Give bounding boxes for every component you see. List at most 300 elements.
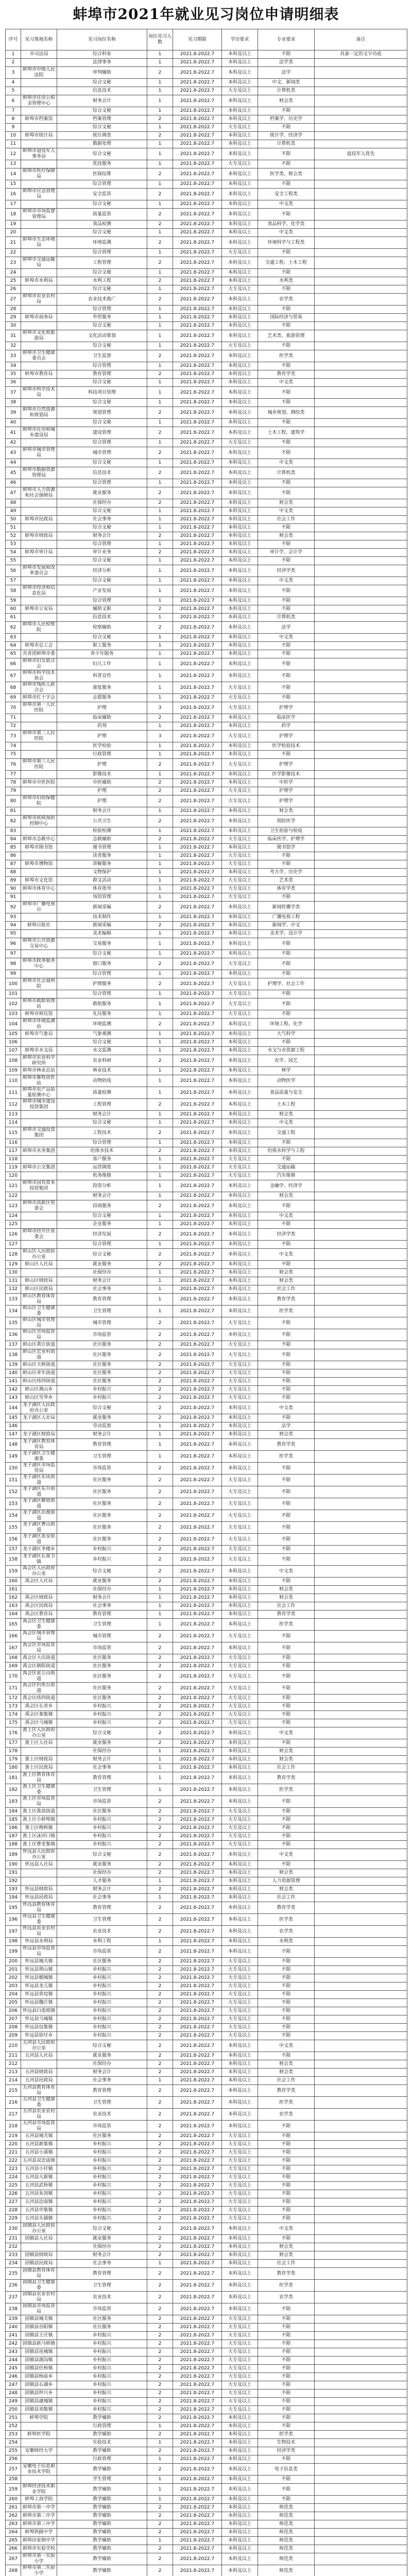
- cell-count: 1: [147, 1451, 173, 1463]
- cell-period: 2021.8-2022.7: [173, 2024, 222, 2032]
- cell-count: 2: [147, 1861, 173, 1869]
- table-row: [6, 2529, 407, 2537]
- cell-position: 社会事务: [57, 1285, 147, 1294]
- cell-period: 2021.8-2022.7: [173, 1772, 222, 1784]
- cell-note: [315, 237, 407, 249]
- cell-note: [315, 1099, 407, 1111]
- cell-count: 2: [147, 1414, 173, 1422]
- table-row: [6, 189, 407, 200]
- cell-period: 2021.8-2022.7: [173, 2235, 222, 2243]
- cell-major: 师范类: [258, 2529, 315, 2537]
- table-row: [6, 2132, 407, 2141]
- cell-note: [315, 1902, 407, 1914]
- cell-education: 本科及以上: [222, 722, 258, 731]
- cell-education: 大专及以上: [222, 2348, 258, 2357]
- cell-seq: 189: [6, 1849, 21, 1861]
- cell-position: 教学辅助: [57, 2504, 147, 2512]
- table-row: [6, 1748, 407, 1756]
- cell-major: 护理学、社会工作: [258, 978, 315, 990]
- cell-major: 不限: [258, 1261, 315, 1269]
- cell-period: 2021.8-2022.7: [173, 1378, 222, 1386]
- cell-note: [315, 95, 407, 107]
- cell-position: 医保结算: [57, 168, 147, 180]
- cell-major: 不限: [258, 1824, 315, 1833]
- cell-count: 2: [147, 2373, 173, 2381]
- table-row: [6, 1958, 407, 1966]
- cell-note: [315, 200, 407, 209]
- cell-education: 本科及以上: [222, 844, 258, 852]
- cell-period: 2021.8-2022.7: [173, 658, 222, 670]
- cell-note: [315, 998, 407, 1010]
- cell-count: 2: [147, 2447, 173, 2455]
- cell-seq: 190: [6, 1861, 21, 1869]
- cell-major: 统计学、经济学: [258, 132, 315, 140]
- cell-position: 讲解服务: [57, 860, 147, 869]
- cell-count: 1: [147, 229, 173, 237]
- cell-position: 护理: [57, 702, 147, 714]
- cell-base: 固镇县任桥镇: [21, 2365, 57, 2373]
- cell-position: 综合文秘: [57, 507, 147, 516]
- cell-seq: 197: [6, 1926, 21, 1938]
- cell-count: 1: [147, 322, 173, 330]
- cell-count: 2: [147, 1019, 173, 1030]
- cell-position: 社区服务: [57, 1654, 147, 1663]
- table-row: [6, 1285, 407, 1294]
- cell-major: 教育学类: [258, 1439, 315, 1451]
- cell-education: 本科及以上: [222, 2268, 258, 2280]
- cell-major: 安全工程类: [258, 189, 315, 200]
- cell-education: 大专及以上: [222, 877, 258, 885]
- cell-count: 1: [147, 2439, 173, 2447]
- cell-count: 2: [147, 168, 173, 180]
- cell-count: 2: [147, 1683, 173, 1694]
- cell-count: 1: [147, 95, 173, 107]
- cell-position: 教育管理: [57, 1611, 147, 1619]
- cell-seq: 200: [6, 1958, 21, 1966]
- cell-count: 2: [147, 447, 173, 459]
- cell-education: 本科及以上: [222, 827, 258, 836]
- cell-period: 2021.8-2022.7: [173, 922, 222, 930]
- cell-base: 固镇县石湖乡: [21, 2381, 57, 2389]
- cell-count: 2: [147, 2292, 173, 2303]
- table-row: [6, 1075, 407, 1087]
- cell-seq: 1: [6, 50, 21, 59]
- cell-base: [21, 2422, 57, 2431]
- cell-period: 2021.8-2022.7: [173, 622, 222, 634]
- cell-position: 安全监管: [57, 189, 147, 200]
- cell-count: 2: [147, 407, 173, 419]
- cell-seq: 57: [6, 577, 21, 585]
- cell-note: [315, 140, 407, 148]
- cell-note: [315, 1869, 407, 1877]
- cell-education: 本科及以上: [222, 1594, 258, 1602]
- cell-base: 怀远县荆山镇: [21, 1966, 57, 1974]
- cell-count: 1: [147, 459, 173, 467]
- table-row: [6, 557, 407, 565]
- cell-count: 2: [147, 1886, 173, 1894]
- cell-major: 不限: [258, 1711, 315, 1719]
- cell-base: [21, 399, 57, 407]
- cell-education: 本科及以上: [222, 1087, 258, 1099]
- cell-education: 大专及以上: [222, 2315, 258, 2324]
- cell-count: 1: [147, 50, 173, 59]
- cell-period: 2021.8-2022.7: [173, 1784, 222, 1796]
- cell-education: 本科及以上: [222, 459, 258, 467]
- cell-base: 禹会区张公山街道: [21, 1671, 57, 1683]
- cell-period: 2021.8-2022.7: [173, 1694, 222, 1703]
- cell-period: 2021.8-2022.7: [173, 229, 222, 237]
- cell-base: 淮上区市场监管局: [21, 1796, 57, 1808]
- cell-education: 本科及以上: [222, 1221, 258, 1229]
- cell-period: 2021.8-2022.7: [173, 1349, 222, 1361]
- table-row: [6, 1221, 407, 1229]
- table-row: [6, 1849, 407, 1861]
- cell-count: 2: [147, 1200, 173, 1212]
- cell-count: 2: [147, 2157, 173, 2165]
- cell-note: [315, 277, 407, 285]
- table-row: [6, 1212, 407, 1221]
- cell-base: 蚌山区财政局: [21, 1277, 57, 1285]
- cell-position: 财务会计: [57, 807, 147, 816]
- cell-seq: 209: [6, 2032, 21, 2040]
- cell-seq: 19: [6, 221, 21, 229]
- cell-education: 本科及以上: [222, 1111, 258, 1119]
- cell-education: 大专及以上: [222, 285, 258, 294]
- table-row: [6, 124, 407, 132]
- table-row: [6, 702, 407, 714]
- cell-base: 蚌埠市殡仪馆: [21, 1010, 57, 1019]
- cell-education: 本科及以上: [222, 1463, 258, 1475]
- table-row: [6, 439, 407, 447]
- cell-period: 2021.8-2022.7: [173, 285, 222, 294]
- cell-base: 固镇县人社局: [21, 2235, 57, 2243]
- table-row: [6, 2243, 407, 2251]
- cell-education: 大专及以上: [222, 2007, 258, 2015]
- cell-education: 本科及以上: [222, 2085, 258, 2097]
- cell-note: [315, 902, 407, 913]
- cell-education: 本科及以上: [222, 1902, 258, 1914]
- cell-seq: 239: [6, 2315, 21, 2324]
- cell-education: 本科及以上: [222, 1261, 258, 1269]
- cell-period: 2021.8-2022.7: [173, 1808, 222, 1816]
- cell-period: 2021.8-2022.7: [173, 1229, 222, 1241]
- cell-period: 2021.8-2022.7: [173, 722, 222, 731]
- cell-seq: 97: [6, 950, 21, 958]
- cell-education: 本科及以上: [222, 1241, 258, 1249]
- table-row: [6, 342, 407, 350]
- cell-position: 综合文秘: [57, 148, 147, 160]
- cell-period: 2021.8-2022.7: [173, 1019, 222, 1030]
- cell-position: 志愿服务: [57, 694, 147, 702]
- cell-position: 公共卫生: [57, 816, 147, 827]
- cell-major: 不限: [258, 419, 315, 427]
- cell-seq: 88: [6, 869, 21, 877]
- table-row: [6, 2215, 407, 2223]
- cell-major: 不限: [258, 2052, 315, 2060]
- cell-base: [21, 200, 57, 209]
- cell-position: 综合管理: [57, 439, 147, 447]
- cell-note: [315, 2553, 407, 2565]
- cell-education: 本科及以上: [222, 1306, 258, 1317]
- table-row: [6, 237, 407, 249]
- cell-position: 社会事务: [57, 516, 147, 524]
- cell-education: 本科及以上: [222, 970, 258, 978]
- cell-position: 财务会计: [57, 95, 147, 107]
- cell-note: [315, 1294, 407, 1306]
- cell-base: 固镇县新马桥镇: [21, 2340, 57, 2348]
- cell-base: 五河县城关镇: [21, 2132, 57, 2141]
- cell-seq: 187: [6, 1833, 21, 1841]
- cell-seq: 53: [6, 540, 21, 549]
- cell-period: 2021.8-2022.7: [173, 1414, 222, 1422]
- cell-count: 1: [147, 1748, 173, 1756]
- cell-base: [21, 2243, 57, 2251]
- cell-count: 1: [147, 742, 173, 751]
- cell-count: 1: [147, 970, 173, 978]
- table-row: [6, 2024, 407, 2032]
- cell-education: 大专及以上: [222, 1671, 258, 1683]
- table-row: [6, 140, 407, 148]
- cell-education: 大专及以上: [222, 1522, 258, 1534]
- table-row: [6, 1414, 407, 1422]
- table-row: [6, 1431, 407, 1439]
- cell-education: 本科及以上: [222, 779, 258, 787]
- cell-position: 综合管理: [57, 249, 147, 257]
- cell-seq: 93: [6, 913, 21, 922]
- cell-count: 2: [147, 2015, 173, 2024]
- cell-education: 本科及以上: [222, 614, 258, 622]
- cell-position: 检验检测: [57, 827, 147, 836]
- cell-seq: 10: [6, 132, 21, 140]
- cell-note: [315, 1586, 407, 1594]
- cell-position: 市场监管: [57, 1796, 147, 1808]
- cell-seq: 25: [6, 277, 21, 285]
- cell-count: 1: [147, 2422, 173, 2431]
- cell-major: 农学类: [258, 1926, 315, 1938]
- table-row: [6, 2121, 407, 2132]
- cell-note: [315, 2303, 407, 2315]
- cell-period: 2021.8-2022.7: [173, 836, 222, 844]
- cell-note: [315, 2069, 407, 2077]
- cell-base: 蚌山区雪华乡: [21, 1394, 57, 1402]
- cell-major: 不限: [258, 2357, 315, 2365]
- cell-note: [315, 1249, 407, 1261]
- cell-seq: 172: [6, 1694, 21, 1703]
- table-row: [6, 2149, 407, 2157]
- cell-major: 不限: [258, 1683, 315, 1694]
- cell-position: 乡村振兴: [57, 2007, 147, 2015]
- cell-seq: 178: [6, 1748, 21, 1756]
- cell-period: 2021.8-2022.7: [173, 1180, 222, 1192]
- cell-position: 就业服务: [57, 2235, 147, 2243]
- cell-count: 1: [147, 1067, 173, 1075]
- cell-count: 2: [147, 277, 173, 285]
- cell-period: 2021.8-2022.7: [173, 1816, 222, 1824]
- cell-count: 1: [147, 362, 173, 370]
- table-row: [6, 2109, 407, 2121]
- cell-note: [315, 115, 407, 124]
- cell-note: [315, 1341, 407, 1349]
- cell-count: 2: [147, 1841, 173, 1849]
- cell-education: 大专及以上: [222, 860, 258, 869]
- cell-period: 2021.8-2022.7: [173, 1586, 222, 1594]
- cell-seq: 198: [6, 1938, 21, 1946]
- cell-count: 1: [147, 885, 173, 893]
- table-row: [6, 516, 407, 524]
- cell-count: 2: [147, 787, 173, 795]
- cell-major: 不限: [258, 2157, 315, 2165]
- cell-count: 1: [147, 148, 173, 160]
- cell-major: 电子信息类: [258, 2464, 315, 2476]
- cell-education: 本科及以上: [222, 2553, 258, 2565]
- cell-seq: 95: [6, 930, 21, 938]
- cell-note: [315, 439, 407, 447]
- cell-major: 审计学、会计学: [258, 549, 315, 557]
- cell-major: 财会类: [258, 1869, 315, 1877]
- cell-base: 淮上区教育体育局: [21, 1772, 57, 1784]
- cell-seq: 160: [6, 1578, 21, 1586]
- cell-note: [315, 2198, 407, 2207]
- cell-position: 科技项目管理: [57, 387, 147, 399]
- cell-seq: 191: [6, 1869, 21, 1877]
- table-row: [6, 2007, 407, 2015]
- cell-base: [21, 893, 57, 902]
- cell-note: [315, 913, 407, 922]
- cell-base: 蚌埠市政务服务中心: [21, 958, 57, 970]
- cell-position: 护理服务: [57, 978, 147, 990]
- cell-base: 固镇县教育体育局: [21, 2268, 57, 2280]
- cell-major: 师范类: [258, 2520, 315, 2529]
- cell-position: 综合文秘: [57, 419, 147, 427]
- cell-count: 1: [147, 634, 173, 642]
- cell-base: 固镇县湖沟镇: [21, 2357, 57, 2365]
- cell-seq: 143: [6, 1394, 21, 1402]
- cell-seq: 52: [6, 532, 21, 540]
- cell-period: 2021.8-2022.7: [173, 1946, 222, 1958]
- cell-education: 本科及以上: [222, 2512, 258, 2520]
- cell-note: [315, 2174, 407, 2182]
- cell-base: 蚌山区青年街道: [21, 1369, 57, 1378]
- table-row: [6, 314, 407, 322]
- cell-seq: 34: [6, 362, 21, 370]
- cell-period: 2021.8-2022.7: [173, 1087, 222, 1099]
- table-row: [6, 1306, 407, 1317]
- table-row: [6, 1703, 407, 1711]
- cell-position: 数据处理: [57, 140, 147, 148]
- cell-seq: 185: [6, 1816, 21, 1824]
- cell-position: 卫生管理: [57, 2280, 147, 2292]
- cell-education: 本科及以上: [222, 2504, 258, 2512]
- cell-count: 1: [147, 1241, 173, 1249]
- cell-seq: 199: [6, 1946, 21, 1958]
- cell-major: 法学: [258, 622, 315, 634]
- cell-major: 不限: [258, 2015, 315, 2024]
- cell-position: 财务会计: [57, 1431, 147, 1439]
- cell-major: 不限: [258, 342, 315, 350]
- cell-period: 2021.8-2022.7: [173, 1982, 222, 1991]
- cell-position: 乡村振兴: [57, 2032, 147, 2040]
- cell-period: 2021.8-2022.7: [173, 1756, 222, 1764]
- cell-count: 2: [147, 2149, 173, 2157]
- cell-period: 2021.8-2022.7: [173, 2447, 222, 2455]
- cell-note: [315, 1739, 407, 1748]
- cell-note: [315, 1431, 407, 1439]
- cell-period: 2021.8-2022.7: [173, 221, 222, 229]
- cell-major: 不限: [258, 670, 315, 682]
- cell-note: [315, 2332, 407, 2340]
- cell-education: 本科及以上: [222, 516, 258, 524]
- cell-major: 不限: [258, 950, 315, 958]
- cell-period: 2021.8-2022.7: [173, 1663, 222, 1671]
- cell-education: 本科及以上: [222, 189, 258, 200]
- cell-major: 不限: [258, 650, 315, 658]
- cell-position: 文物保护: [57, 869, 147, 877]
- cell-period: 2021.8-2022.7: [173, 1534, 222, 1546]
- cell-base: 蚌埠市经开区管委会: [21, 1229, 57, 1241]
- table-row: [6, 1764, 407, 1772]
- cell-major: 社会工作: [258, 1894, 315, 1902]
- cell-base: [21, 285, 57, 294]
- cell-major: 体育学类: [258, 885, 315, 893]
- cell-seq: 99: [6, 970, 21, 978]
- cell-base: 蚌埠市数据资源管理局: [21, 467, 57, 479]
- cell-base: 蚌埠市博物馆: [21, 860, 57, 869]
- cell-major: 医学类、财会类: [258, 168, 315, 180]
- cell-base: 蚌埠市实验学校: [21, 2545, 57, 2553]
- cell-base: 五河县市场监管局: [21, 2121, 57, 2132]
- cell-seq: 176: [6, 1727, 21, 1739]
- table-row: [6, 1833, 407, 1841]
- cell-position: 财务会计: [57, 1192, 147, 1200]
- cell-seq: 65: [6, 650, 21, 658]
- cell-education: 大专及以上: [222, 1711, 258, 1719]
- cell-position: 辅助文职: [57, 605, 147, 614]
- cell-count: 3: [147, 731, 173, 742]
- cell-count: 2: [147, 1486, 173, 1498]
- cell-note: [315, 1147, 407, 1156]
- cell-period: 2021.8-2022.7: [173, 2381, 222, 2389]
- cell-note: [315, 2207, 407, 2215]
- cell-count: 2: [147, 2097, 173, 2109]
- cell-seq: 245: [6, 2365, 21, 2373]
- cell-count: 1: [147, 1938, 173, 1946]
- table-row: [6, 1261, 407, 1269]
- table-row: [6, 1671, 407, 1683]
- cell-count: 1: [147, 87, 173, 95]
- table-row: [6, 2565, 407, 2576]
- cell-base: 蚌埠市农业农村局: [21, 294, 57, 306]
- cell-base: 龙子湖区教育体育局: [21, 1439, 57, 1451]
- cell-seq: 55: [6, 557, 21, 565]
- cell-major: 财会类: [258, 2243, 315, 2251]
- cell-base: 禹会区大庆街道: [21, 1654, 57, 1663]
- cell-base: 蚌埠市统计局: [21, 132, 57, 140]
- cell-note: [315, 682, 407, 694]
- cell-education: 大专及以上: [222, 852, 258, 860]
- cell-base: 五河县农业农村局: [21, 2109, 57, 2121]
- cell-note: [315, 1241, 407, 1249]
- cell-count: 1: [147, 1594, 173, 1602]
- cell-note: [315, 2406, 407, 2414]
- cell-period: 2021.8-2022.7: [173, 2165, 222, 2174]
- table-row: [6, 742, 407, 751]
- cell-note: [315, 124, 407, 132]
- cell-seq: 154: [6, 1510, 21, 1522]
- table-row: [6, 1498, 407, 1510]
- cell-note: [315, 1030, 407, 1039]
- cell-period: 2021.8-2022.7: [173, 2052, 222, 2060]
- table-row: [6, 1055, 407, 1067]
